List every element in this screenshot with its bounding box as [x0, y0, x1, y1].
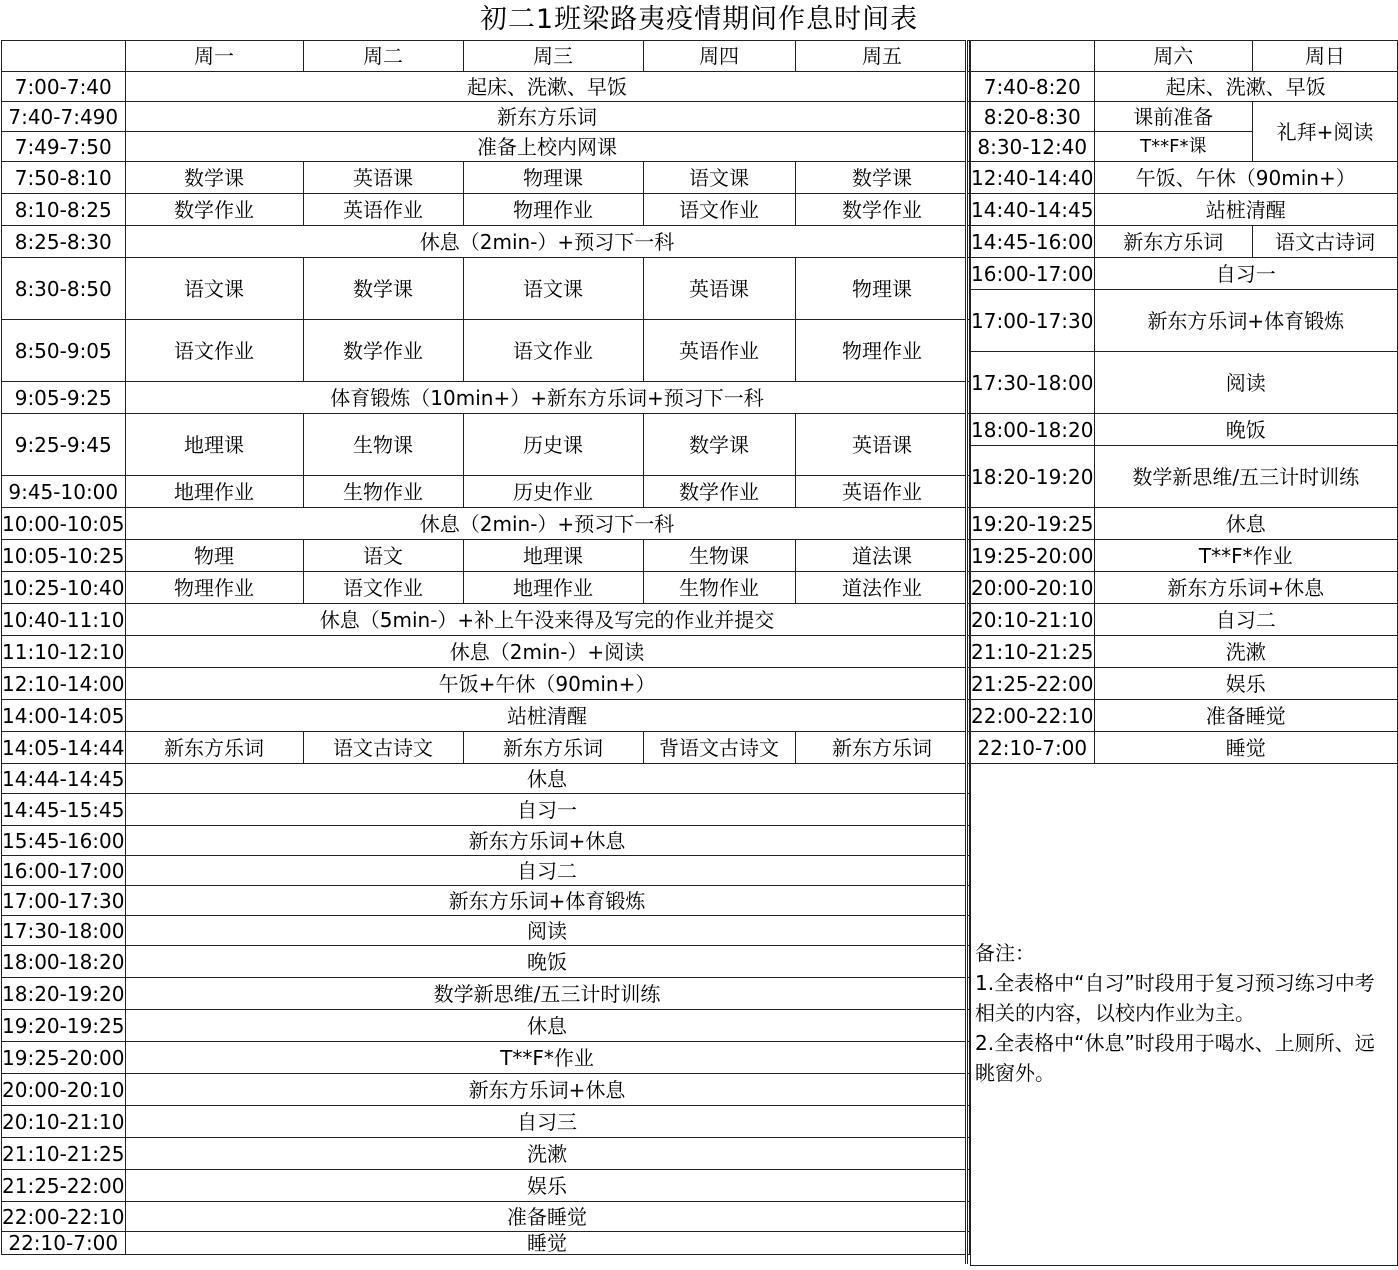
activity-cell: 生物作业	[643, 572, 795, 604]
activity-cell: 物理课	[463, 162, 643, 194]
activity-cell: 语文作业	[303, 572, 463, 604]
time-slot-cell: 17:30-18:00	[971, 352, 1095, 414]
weekend-header-cell: 周六	[1094, 41, 1253, 72]
activity-cell: 准备睡觉	[125, 1202, 969, 1232]
activity-cell: 洗漱	[125, 1138, 969, 1170]
activity-cell: 生物课	[303, 414, 463, 476]
time-slot-cell: 7:49-7:50	[2, 132, 126, 162]
activity-cell: 物理作业	[463, 194, 643, 226]
time-slot-cell: 12:40-14:40	[971, 162, 1095, 194]
time-slot-cell: 16:00-17:00	[2, 856, 126, 886]
weekday-header-cell: 周四	[643, 41, 795, 72]
time-slot-cell: 19:25-20:00	[2, 1042, 126, 1074]
time-slot-cell: 14:44-14:45	[2, 764, 126, 794]
table-row	[2, 1042, 970, 1074]
table-row	[971, 732, 1398, 764]
table-row	[2, 856, 970, 886]
activity-cell: 休息（5min-）+补上午没来得及写完的作业并提交	[125, 604, 969, 636]
activity-cell: 语文	[303, 540, 463, 572]
time-slot-cell: 21:25-22:00	[2, 1170, 126, 1202]
time-slot-cell: 17:30-18:00	[2, 916, 126, 946]
activity-cell: 语文课	[125, 258, 303, 320]
table-row	[971, 414, 1398, 446]
notes-cell	[971, 764, 1398, 1266]
activity-cell: 新东方乐词+休息	[125, 826, 969, 856]
activity-cell: 英语作业	[303, 194, 463, 226]
activity-cell: 生物课	[643, 540, 795, 572]
table-row	[2, 732, 970, 764]
activity-cell: 数学作业	[303, 320, 463, 382]
saturday-activity-cell: 课前准备	[1094, 102, 1253, 132]
activity-cell: 英语课	[303, 162, 463, 194]
table-row	[2, 794, 970, 826]
time-slot-cell: 20:00-20:10	[2, 1074, 126, 1106]
time-slot-cell: 20:10-21:10	[2, 1106, 126, 1138]
time-slot-cell: 10:25-10:40	[2, 572, 126, 604]
table-row	[2, 826, 970, 856]
table-row	[2, 764, 970, 794]
table-row	[971, 258, 1398, 290]
saturday-activity-cell: T**F*课	[1094, 132, 1253, 162]
table-row	[2, 1170, 970, 1202]
sunday-morning-cell: 礼拜+阅读	[1253, 102, 1398, 162]
activity-cell: 体育锻炼（10min+）+新东方乐词+预习下一科	[125, 382, 969, 414]
activity-cell: 新东方乐词+体育锻炼	[1094, 290, 1398, 352]
activity-cell: 背语文古诗文	[643, 732, 795, 764]
sunday-activity-cell: 语文古诗词	[1253, 226, 1398, 258]
activity-cell: 新东方乐词	[463, 732, 643, 764]
table-row	[2, 162, 970, 194]
time-slot-cell: 8:30-8:50	[2, 258, 126, 320]
activity-cell: 道法课	[795, 540, 969, 572]
table-row	[2, 382, 970, 414]
time-slot-cell: 9:25-9:45	[2, 414, 126, 476]
time-slot-cell: 8:50-9:05	[2, 320, 126, 382]
notes-row	[971, 764, 1398, 1266]
activity-cell: 自习一	[125, 794, 969, 826]
activity-cell: 英语作业	[643, 320, 795, 382]
time-slot-cell: 7:00-7:40	[2, 72, 126, 102]
activity-cell: 语文课	[463, 258, 643, 320]
activity-cell: 地理作业	[125, 476, 303, 508]
table-row	[971, 290, 1398, 352]
activity-cell: 历史作业	[463, 476, 643, 508]
table-row	[2, 700, 970, 732]
weekday-header-cell: 周三	[463, 41, 643, 72]
activity-cell: 新东方乐词+休息	[1094, 572, 1398, 604]
table-row	[971, 604, 1398, 636]
activity-cell: 物理	[125, 540, 303, 572]
time-slot-cell: 18:00-18:20	[2, 946, 126, 978]
activity-cell: 数学新思维/五三计时训练	[1094, 446, 1398, 508]
activity-cell: 阅读	[125, 916, 969, 946]
time-slot-cell: 11:10-12:10	[2, 636, 126, 668]
activity-cell: 英语作业	[795, 476, 969, 508]
table-row	[971, 572, 1398, 604]
table-row	[2, 320, 970, 382]
table-row	[2, 916, 970, 946]
weekday-header-cell: 周一	[125, 41, 303, 72]
activity-cell: 英语课	[795, 414, 969, 476]
table-row	[971, 636, 1398, 668]
time-header-cell	[971, 41, 1095, 72]
table-row	[971, 700, 1398, 732]
time-header-cell	[2, 41, 126, 72]
table-row	[971, 194, 1398, 226]
activity-cell: 生物作业	[303, 476, 463, 508]
table-row	[2, 572, 970, 604]
activity-cell: 数学课	[795, 162, 969, 194]
notes-heading: 备注：	[975, 941, 1035, 965]
time-slot-cell: 7:50-8:10	[2, 162, 126, 194]
activity-cell: 物理作业	[125, 572, 303, 604]
activity-cell: 自习二	[125, 856, 969, 886]
activity-cell: 语文课	[643, 162, 795, 194]
table-row	[2, 668, 970, 700]
table-row	[2, 258, 970, 320]
activity-cell: 语文作业	[643, 194, 795, 226]
time-slot-cell: 17:00-17:30	[971, 290, 1095, 352]
table-row	[2, 636, 970, 668]
time-slot-cell: 7:40-7:490	[2, 102, 126, 132]
activity-cell: 晚饭	[125, 946, 969, 978]
time-slot-cell: 22:00-22:10	[2, 1202, 126, 1232]
table-row	[2, 132, 970, 162]
activity-cell: 午饭+午休（90min+）	[125, 668, 969, 700]
table-row	[2, 194, 970, 226]
activity-cell: 自习一	[1094, 258, 1398, 290]
time-slot-cell: 8:25-8:30	[2, 226, 126, 258]
time-slot-cell: 21:10-21:25	[971, 636, 1095, 668]
page-title: 初二1班梁路夷疫情期间作息时间表	[479, 4, 919, 35]
weekday-header-cell: 周二	[303, 41, 463, 72]
activity-cell: 晚饭	[1094, 414, 1398, 446]
time-slot-cell: 12:10-14:00	[2, 668, 126, 700]
time-slot-cell: 14:05-14:44	[2, 732, 126, 764]
time-slot-cell: 19:25-20:00	[971, 540, 1095, 572]
time-slot-cell: 20:00-20:10	[971, 572, 1095, 604]
saturday-activity-cell: 新东方乐词	[1094, 226, 1253, 258]
activity-cell: 物理作业	[795, 320, 969, 382]
time-slot-cell: 19:20-19:25	[971, 508, 1095, 540]
activity-cell: 数学作业	[643, 476, 795, 508]
table-row	[971, 668, 1398, 700]
table-row	[2, 946, 970, 978]
table-row	[2, 226, 970, 258]
table-row	[2, 1074, 970, 1106]
table-row	[2, 540, 970, 572]
time-slot-cell: 18:20-19:20	[2, 978, 126, 1010]
table-row	[2, 508, 970, 540]
time-slot-cell: 14:45-15:45	[2, 794, 126, 826]
activity-cell: 娱乐	[1094, 668, 1398, 700]
activity-cell: 休息（2min-）+预习下一科	[125, 508, 969, 540]
activity-cell: 数学课	[643, 414, 795, 476]
activity-cell: 站桩清醒	[1094, 194, 1398, 226]
table-row	[2, 414, 970, 476]
time-slot-cell: 18:00-18:20	[971, 414, 1095, 446]
activity-cell: 休息	[125, 764, 969, 794]
time-slot-cell: 8:30-12:40	[971, 132, 1095, 162]
time-slot-cell: 9:45-10:00	[2, 476, 126, 508]
time-slot-cell: 21:25-22:00	[971, 668, 1095, 700]
time-slot-cell: 19:20-19:25	[2, 1010, 126, 1042]
weekend-table	[970, 40, 1398, 1266]
table-row	[2, 72, 970, 102]
activity-cell: 休息（2min-）+阅读	[125, 636, 969, 668]
table-row	[2, 1138, 970, 1170]
table-row	[971, 162, 1398, 194]
activity-cell: 准备睡觉	[1094, 700, 1398, 732]
table-row	[971, 508, 1398, 540]
activity-cell: 数学课	[303, 258, 463, 320]
activity-cell: 数学作业	[795, 194, 969, 226]
time-slot-cell: 21:10-21:25	[2, 1138, 126, 1170]
activity-cell: 道法作业	[795, 572, 969, 604]
time-slot-cell: 10:00-10:05	[2, 508, 126, 540]
weekend-header-cell: 周日	[1253, 41, 1398, 72]
note-item: 2.全表格中“休息”时段用于喝水、上厕所、远眺窗外。	[975, 1031, 1375, 1085]
activity-cell: 地理作业	[463, 572, 643, 604]
time-slot-cell: 18:20-19:20	[971, 446, 1095, 508]
time-slot-cell: 22:10-7:00	[2, 1232, 126, 1255]
table-separator	[965, 40, 968, 1264]
time-slot-cell: 14:45-16:00	[971, 226, 1095, 258]
activity-cell: 洗漱	[1094, 636, 1398, 668]
table-row	[2, 476, 970, 508]
activity-cell: 午饭、午休（90min+）	[1094, 162, 1398, 194]
time-slot-cell: 17:00-17:30	[2, 886, 126, 916]
time-slot-cell: 8:10-8:25	[2, 194, 126, 226]
activity-cell: 新东方乐词+休息	[125, 1074, 969, 1106]
time-slot-cell: 16:00-17:00	[971, 258, 1095, 290]
activity-cell: 睡觉	[125, 1232, 969, 1255]
table-row	[971, 352, 1398, 414]
activity-cell: 起床、洗漱、早饭	[1094, 72, 1398, 102]
activity-cell: 新东方乐词	[795, 732, 969, 764]
activity-cell: 语文古诗文	[303, 732, 463, 764]
weekday-table	[1, 40, 970, 1255]
table-row	[2, 978, 970, 1010]
activity-cell: 数学作业	[125, 194, 303, 226]
activity-cell: 站桩清醒	[125, 700, 969, 732]
activity-cell: 新东方乐词	[125, 102, 969, 132]
activity-cell: 阅读	[1094, 352, 1398, 414]
table-row	[971, 446, 1398, 508]
time-slot-cell: 14:00-14:05	[2, 700, 126, 732]
activity-cell: 准备上校内网课	[125, 132, 969, 162]
table-row	[971, 226, 1398, 258]
activity-cell: 数学新思维/五三计时训练	[125, 978, 969, 1010]
time-slot-cell: 7:40-8:20	[971, 72, 1095, 102]
activity-cell: 英语课	[643, 258, 795, 320]
activity-cell: 自习三	[125, 1106, 969, 1138]
activity-cell: 新东方乐词+体育锻炼	[125, 886, 969, 916]
table-row	[2, 1010, 970, 1042]
table-row	[2, 604, 970, 636]
time-slot-cell: 15:45-16:00	[2, 826, 126, 856]
activity-cell: 娱乐	[125, 1170, 969, 1202]
activity-cell: 休息	[1094, 508, 1398, 540]
activity-cell: 自习二	[1094, 604, 1398, 636]
weekday-header-row	[2, 41, 970, 72]
time-slot-cell: 10:40-11:10	[2, 604, 126, 636]
table-row	[971, 540, 1398, 572]
activity-cell: T**F*作业	[1094, 540, 1398, 572]
table-row	[2, 1202, 970, 1232]
weekend-header-row	[971, 41, 1398, 72]
note-item: 1.全表格中“自习”时段用于复习预习练习中考相关的内容，以校内作业为主。	[975, 971, 1375, 1025]
table-row	[971, 72, 1398, 102]
time-slot-cell: 22:00-22:10	[971, 700, 1095, 732]
table-row	[2, 102, 970, 132]
weekday-header-cell: 周五	[795, 41, 969, 72]
activity-cell: 休息（2min-）+预习下一科	[125, 226, 969, 258]
activity-cell: T**F*作业	[125, 1042, 969, 1074]
activity-cell: 新东方乐词	[125, 732, 303, 764]
activity-cell: 地理课	[463, 540, 643, 572]
activity-cell: 物理课	[795, 258, 969, 320]
activity-cell: 语文作业	[463, 320, 643, 382]
time-slot-cell: 8:20-8:30	[971, 102, 1095, 132]
activity-cell: 语文作业	[125, 320, 303, 382]
time-slot-cell: 14:40-14:45	[971, 194, 1095, 226]
activity-cell: 数学课	[125, 162, 303, 194]
notes-block	[971, 764, 1397, 1088]
activity-cell: 历史课	[463, 414, 643, 476]
time-slot-cell: 20:10-21:10	[971, 604, 1095, 636]
activity-cell: 地理课	[125, 414, 303, 476]
time-slot-cell: 9:05-9:25	[2, 382, 126, 414]
time-slot-cell: 10:05-10:25	[2, 540, 126, 572]
table-row	[2, 886, 970, 916]
activity-cell: 起床、洗漱、早饭	[125, 72, 969, 102]
table-row	[2, 1232, 970, 1255]
activity-cell: 睡觉	[1094, 732, 1398, 764]
table-row	[971, 102, 1398, 132]
activity-cell: 休息	[125, 1010, 969, 1042]
time-slot-cell: 22:10-7:00	[971, 732, 1095, 764]
table-row	[2, 1106, 970, 1138]
